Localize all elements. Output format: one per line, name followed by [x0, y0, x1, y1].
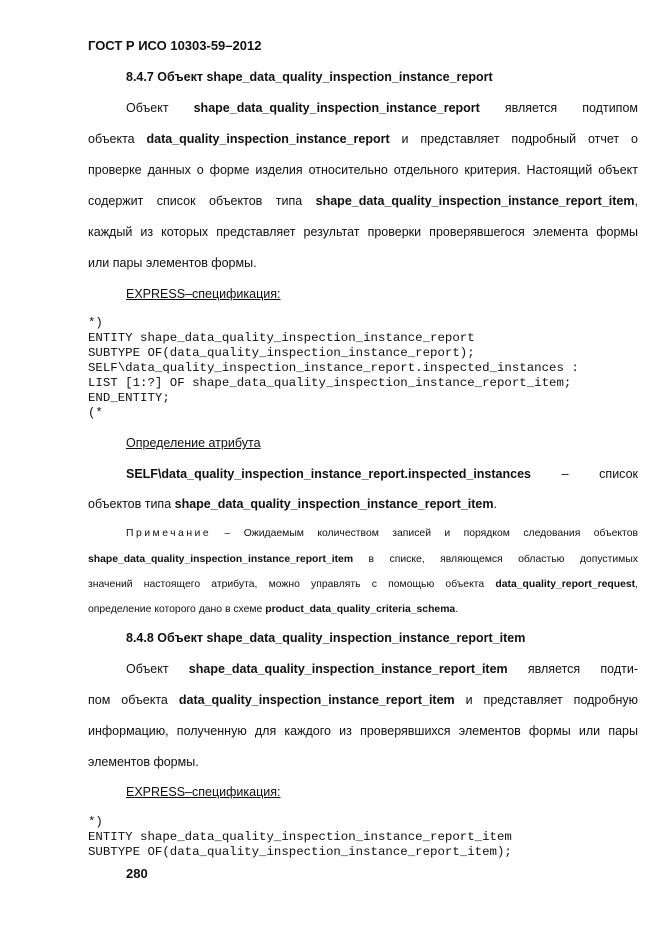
express-spec-label-1: EXPRESS–спецификация: [126, 287, 281, 301]
para-847-line-6: или пары элементов формы. [88, 256, 257, 270]
code-line: END_ENTITY; [88, 391, 170, 405]
attr-def-line-1: SELF\data_quality_inspection_instance_report.inspected_instances – список [126, 467, 638, 481]
code-line: *) [88, 316, 103, 330]
para-847-line-5: каждый из которых представляет результат проверки проверявшегося элемента формы [88, 225, 638, 239]
para-847-line-2: объекта data_quality_inspection_instance_report и представляет подробный отчет о [88, 132, 638, 146]
document-header: ГОСТ Р ИСО 10303-59–2012 [88, 38, 262, 53]
attr-def-line-2: объектов типа shape_data_quality_inspection_instance_report_item. [88, 497, 497, 511]
section-title-8-4-8: 8.4.8 Объект shape_data_quality_inspection_instance_report_item [126, 631, 526, 645]
note-label: Примечание [126, 528, 212, 539]
code-line: SUBTYPE OF(data_quality_inspection_instance_report); [88, 346, 475, 360]
code-line: (* [88, 406, 103, 420]
note-line-4: определение которого дано в схеме product_data_quality_criteria_schema. [88, 604, 459, 615]
code-line: ENTITY shape_data_quality_inspection_instance_report [88, 331, 475, 345]
para-848-line-3: информацию, полученную для каждого из проверявшихся элементов формы или пары [88, 724, 638, 738]
code-line: ENTITY shape_data_quality_inspection_instance_report_item [88, 830, 512, 844]
note-line-3: значений настоящего атрибута, можно управлять с помощью объекта data_quality_report_request, [88, 579, 638, 590]
page-number: 280 [126, 866, 148, 881]
para-847-line-4: содержит список объектов типа shape_data_quality_inspection_instance_report_item, [88, 194, 638, 208]
para-847-line-1: Объект shape_data_quality_inspection_instance_report является подтипом [126, 101, 638, 115]
express-code-block-1 [88, 316, 579, 421]
para-848-line-2: пом объекта data_quality_inspection_instance_report_item и представляет подробную [88, 693, 639, 707]
note-line-2: shape_data_quality_inspection_instance_report_item в списке, являющемся областью допустимых [88, 554, 638, 565]
para-848-line-1: Объект shape_data_quality_inspection_instance_report_item является подти- [126, 662, 638, 676]
code-line: SELF\data_quality_inspection_instance_report.inspected_instances : [88, 361, 579, 375]
code-line: SUBTYPE OF(data_quality_inspection_instance_report_item); [88, 845, 512, 859]
code-line: LIST [1:?] OF shape_data_quality_inspection_instance_report_item; [88, 376, 572, 390]
note-line-1: Примечание – Ожидаемым количеством записей и порядком следования объектов [126, 528, 638, 539]
para-848-line-4: элементов формы. [88, 755, 199, 769]
code-line: *) [88, 815, 103, 829]
express-code-block-2 [88, 815, 512, 860]
para-847-line-3: проверке данных о форме изделия относительно отдельного критерия. Настоящий объект [88, 163, 638, 177]
section-title-8-4-7: 8.4.7 Объект shape_data_quality_inspection_instance_report [126, 70, 493, 84]
attribute-definition-label: Определение атрибута [126, 436, 261, 450]
express-spec-label-2: EXPRESS–спецификация: [126, 785, 281, 799]
